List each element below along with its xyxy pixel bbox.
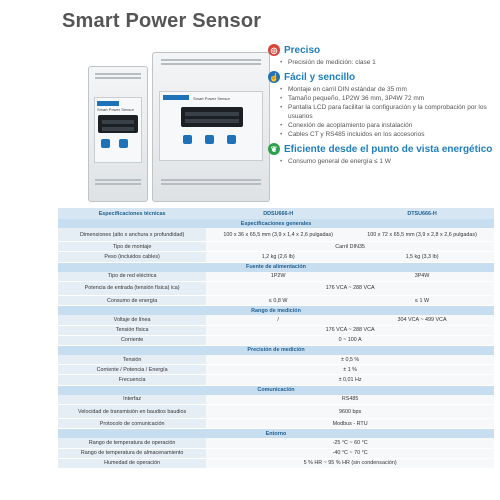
feature-item: • Tamaño pequeño, 1P2W 36 mm, 3P4W 72 mm [280,94,494,103]
feature-item: • Conexión de acoplamiento para instalación [280,121,494,130]
target-icon: ◎ [268,44,280,56]
spec-value: 5 % HR ~ 95 % HR (sin condensación) [206,458,494,468]
table-row [58,272,494,282]
single-phase-meter: Smart Power Sensor [88,66,148,202]
spec-label: Consumo de energía [58,295,206,305]
column-header: Especificaciones técnicas [58,208,206,219]
spec-value: 1,2 kg (2,6 lb) [206,252,350,262]
page-title: Smart Power Sensor [62,10,262,32]
feature-heading: Eficiente desde el punto de vista energético [284,143,493,155]
table-section-row [58,306,494,316]
column-header: DDSU666-H [206,208,350,219]
section-title: Rango de medición [58,306,494,316]
spec-value: 1,5 kg (3,3 lb) [350,252,494,262]
spec-label: Frecuencia [58,375,206,385]
spec-label: Velocidad de transmisión en baudios baudios [58,405,206,419]
spec-value: 304 VCA ~ 499 VCA [350,315,494,325]
feature-heading: Preciso [284,44,321,56]
feature-easy [268,71,494,139]
spec-value: 176 VCA ~ 288 VCA [206,281,494,295]
table-row [58,281,494,295]
section-title: Comunicación [58,385,494,395]
spec-value: RS485 [206,395,494,405]
meter-button [205,135,214,144]
spec-label: Humedad de operación [58,458,206,468]
meter-button [119,139,128,148]
feature-item: • Pantalla LCD para facilitar la configuración y la comprobación por los usuarios [280,103,494,121]
product-image [88,36,268,204]
table-section-row [58,219,494,228]
feature-item: • Cables CT y RS485 incluidos en los accesorios [280,130,494,139]
features-panel [268,40,494,168]
spec-label: Corriente [58,335,206,345]
spec-label: Potencia de entrada (tensión física) ica) [58,281,206,295]
spec-value: 0 ~ 100 A [206,335,494,345]
section-title: Especificaciones generales [58,219,494,228]
spec-value: ≤ 0,8 W [206,295,350,305]
spec-value: 9600 bps [206,405,494,419]
table-row [58,228,494,242]
spec-value: 3P4W [350,272,494,282]
section-title: Entorno [58,429,494,439]
spec-label: Corriente / Potencia / Energía [58,365,206,375]
leaf-icon: ❦ [268,143,280,155]
spec-label: Interfaz [58,395,206,405]
table-row [58,419,494,429]
spec-label: Voltaje de línea [58,315,206,325]
spec-value: -25 °C ~ 60 °C [206,438,494,448]
table-row [58,252,494,262]
section-title: Precisión de medición [58,345,494,355]
feature-item: • Consumo general de energía ≤ 1 W [280,157,494,166]
specifications-table [58,208,494,469]
table-section-row [58,262,494,272]
spec-value: / [206,315,350,325]
spec-label: Tipo de montaje [58,242,206,252]
table-row [58,395,494,405]
table-row [58,448,494,458]
spec-label: Peso (incluidos cables) [58,252,206,262]
table-row [58,405,494,419]
table-row [58,315,494,325]
spec-value: ± 0,5 % [206,355,494,365]
table-row [58,365,494,375]
column-header: DTSU666-H [350,208,494,219]
table-row [58,295,494,305]
table-row [58,335,494,345]
section-title: Fuente de alimentación [58,262,494,272]
feature-precise [268,44,494,67]
feature-item: • Precisión de medición: clase 1 [280,58,494,67]
meter-button [227,135,236,144]
hand-icon: ☝ [269,72,279,82]
spec-value: 176 VCA ~ 288 VCA [206,325,494,335]
spec-value: ≤ 1 W [350,295,494,305]
meter-button [101,139,110,148]
spec-value: 1P2W [206,272,350,282]
spec-label: Tensión física [58,325,206,335]
spec-value: Modbus - RTU [206,419,494,429]
spec-label: Rango de temperatura de almacenamiento [58,448,206,458]
spec-label: Tensión [58,355,206,365]
spec-value: -40 °C ~ 70 °C [206,448,494,458]
spec-label: Dimensiones (alto x anchura x profundidad) [58,228,206,242]
spec-value: ± 1 % [206,365,494,375]
feature-item: • Montaje en carril DIN estándar de 35 mm [280,85,494,94]
spec-label: Tipo de red eléctrica [58,272,206,282]
table-section-row [58,385,494,395]
meter-button [183,135,192,144]
spec-value: 100 x 36 x 65,5 mm (3,9 x 1,4 x 2,6 pulgadas) [206,228,350,242]
spec-label: Protocolo de comunicación [58,419,206,429]
table-row [58,242,494,252]
spec-value: ± 0,01 Hz [206,375,494,385]
spec-value: 100 x 72 x 65,5 mm (3,9 x 2,8 x 2,6 pulgadas) [350,228,494,242]
table-row [58,458,494,468]
table-row [58,355,494,365]
feature-heading: Fácil y sencillo [284,71,356,83]
table-header-row [58,208,494,219]
table-section-row [58,429,494,439]
table-section-row [58,345,494,355]
three-phase-meter: Smart Power Sensor [152,52,270,202]
feature-efficient [268,143,494,166]
table-row [58,375,494,385]
table-row [58,438,494,448]
table-row [58,325,494,335]
spec-label: Rango de temperatura de operación [58,438,206,448]
spec-value: Carril DIN35 [206,242,494,252]
